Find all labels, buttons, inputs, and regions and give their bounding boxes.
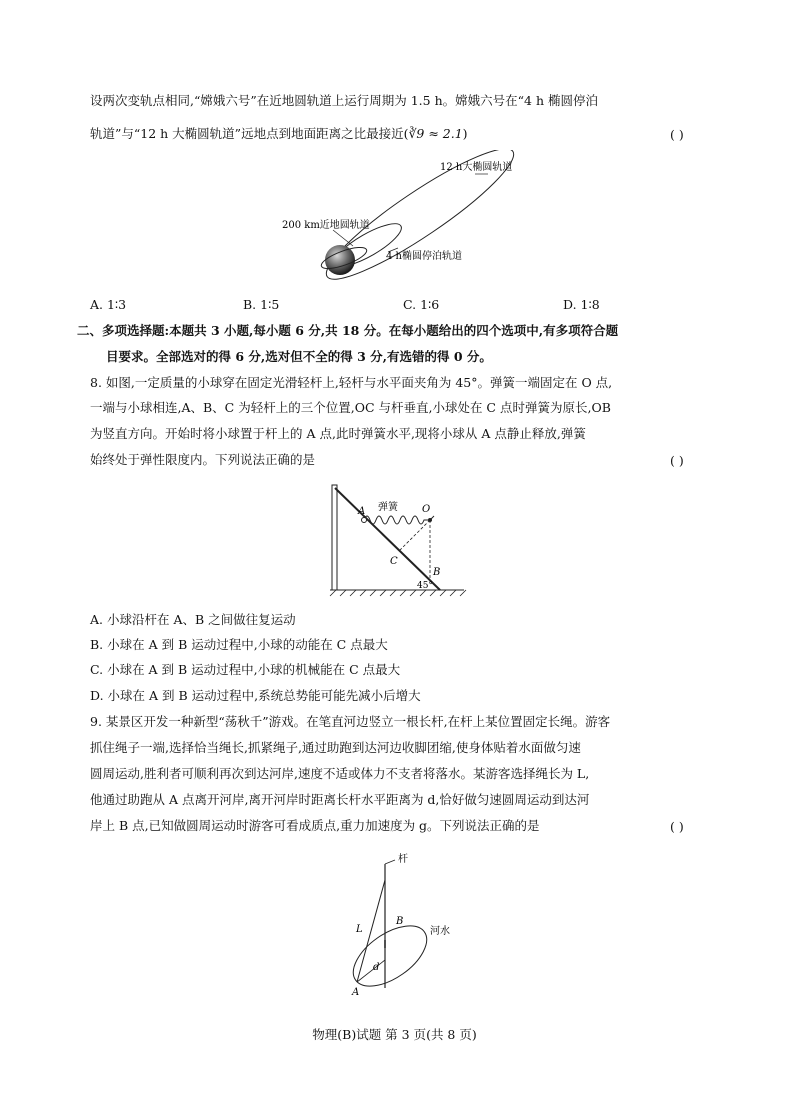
earth-icon — [325, 245, 355, 275]
q7-line2-text: 轨道”与“12 h 大椭圆轨道”远地点到地面距离之比最接近( — [90, 126, 409, 141]
label-12h-orbit: 12 h大椭圆轨道 — [440, 162, 513, 173]
label-l: L — [356, 924, 363, 935]
q8-answer-paren[interactable]: ( ) — [670, 453, 684, 468]
label-river: 河水 — [430, 926, 450, 937]
q7-answer-paren[interactable]: ( ) — [670, 127, 684, 142]
pole-tick — [385, 860, 395, 864]
label-pole: 杆 — [398, 854, 408, 865]
q8-option-b[interactable]: B. 小球在 A 到 B 运动过程中,小球的动能在 C 点最大 — [90, 637, 388, 652]
ground-hatch — [330, 590, 466, 596]
label-o: O — [422, 504, 431, 515]
q8-line2: 一端与小球相连,A、B、C 为轻杆上的三个位置,OC 与杆垂直,小球处在 C 点时弹簧为原长,OB — [90, 400, 611, 415]
q8-line3: 为竖直方向。开始时将小球置于杆上的 A 点,此时弹簧水平,现将小球从 A 点静止释放,弹簧 — [90, 426, 586, 441]
swing-figure — [340, 850, 480, 1000]
ball-at-a — [362, 518, 367, 523]
label-b: B — [433, 567, 441, 578]
q9-line2: 抓住绳子一端,选择恰当绳长,抓紧绳子,通过助跑到达河边收脚团缩,使身体贴着水面做匀速 — [90, 740, 581, 755]
orbit-figure — [270, 150, 570, 290]
spring-rod-figure — [322, 480, 472, 600]
label-a: A — [358, 506, 366, 517]
o-mount — [430, 516, 434, 520]
distance-d — [357, 960, 385, 982]
q9-line4: 他通过助跑从 A 点离开河岸,离开河岸时距离长杆水平距离为 d,恰好做匀速圆周运动到达河 — [90, 792, 590, 807]
q7-option-b[interactable]: B. 1∶5 — [243, 297, 280, 312]
label-spring: 弹簧 — [378, 502, 398, 513]
q7-option-d[interactable]: D. 1∶8 — [563, 297, 600, 312]
section2-heading-line1: 二、多项选择题:本题共 3 小题,每小题 6 分,共 18 分。在每小题给出的四个选项中,有多项符合题 — [77, 323, 619, 338]
q7-line2-close: ) — [462, 126, 468, 141]
q7-line1: 设两次变轨点相同,“嫦娥六号”在近地圆轨道上运行周期为 1.5 h。嫦娥六号在“4 h 椭圆停泊 — [90, 93, 598, 108]
label-4h-orbit: 4 h椭圆停泊轨道 — [386, 251, 462, 262]
q9-line1: 9. 某景区开发一种新型“荡秋千”游戏。在笔直河边竖立一根长杆,在杆上某位置固定长绳。游客 — [90, 714, 611, 729]
label-a: A — [352, 987, 360, 998]
q8-option-d[interactable]: D. 小球在 A 到 B 运动过程中,系统总势能可能先减小后增大 — [90, 688, 421, 703]
page-footer: 物理(B)试题 第 3 页(共 8 页) — [312, 1027, 477, 1042]
label-d: d — [373, 962, 380, 973]
q7-option-c[interactable]: C. 1∶6 — [403, 297, 440, 312]
label-c: C — [390, 556, 398, 567]
label-angle: 45° — [417, 581, 433, 591]
q7-option-a[interactable]: A. 1∶3 — [90, 297, 127, 312]
label-b: B — [396, 916, 404, 927]
q9-line3: 圆周运动,胜利者可顺利再次到达河岸,速度不适或体力不支者将落水。某游客选择绳长为 L, — [90, 766, 590, 781]
q9-answer-paren[interactable]: ( ) — [670, 819, 684, 834]
label-leader-200km — [333, 230, 353, 246]
vertical-wall — [332, 485, 337, 590]
q7-line2 — [90, 125, 468, 143]
q9-line5: 岸上 B 点,已知做圆周运动时游客可看成质点,重力加速度为 g。下列说法正确的是 — [90, 818, 540, 833]
spring — [364, 516, 430, 524]
q8-option-a[interactable]: A. 小球沿杆在 A、B 之间做往复运动 — [90, 612, 296, 627]
line-oc-dashed — [399, 520, 430, 551]
label-200km-orbit: 200 km近地圆轨道 — [282, 220, 370, 231]
q8-line4: 始终处于弹性限度内。下列说法正确的是 — [90, 452, 316, 467]
q8-line1: 8. 如图,一定质量的小球穿在固定光滑轻杆上,轻杆与水平面夹角为 45°。弹簧一端固定在 O 点, — [90, 375, 613, 390]
q7-line2-math: ∛9 ≈ 2.1 — [408, 126, 463, 141]
q8-option-c[interactable]: C. 小球在 A 到 B 运动过程中,小球的机械能在 C 点最大 — [90, 662, 401, 677]
section2-heading-line2: 目要求。全部选对的得 6 分,选对但不全的得 3 分,有选错的得 0 分。 — [106, 349, 492, 364]
